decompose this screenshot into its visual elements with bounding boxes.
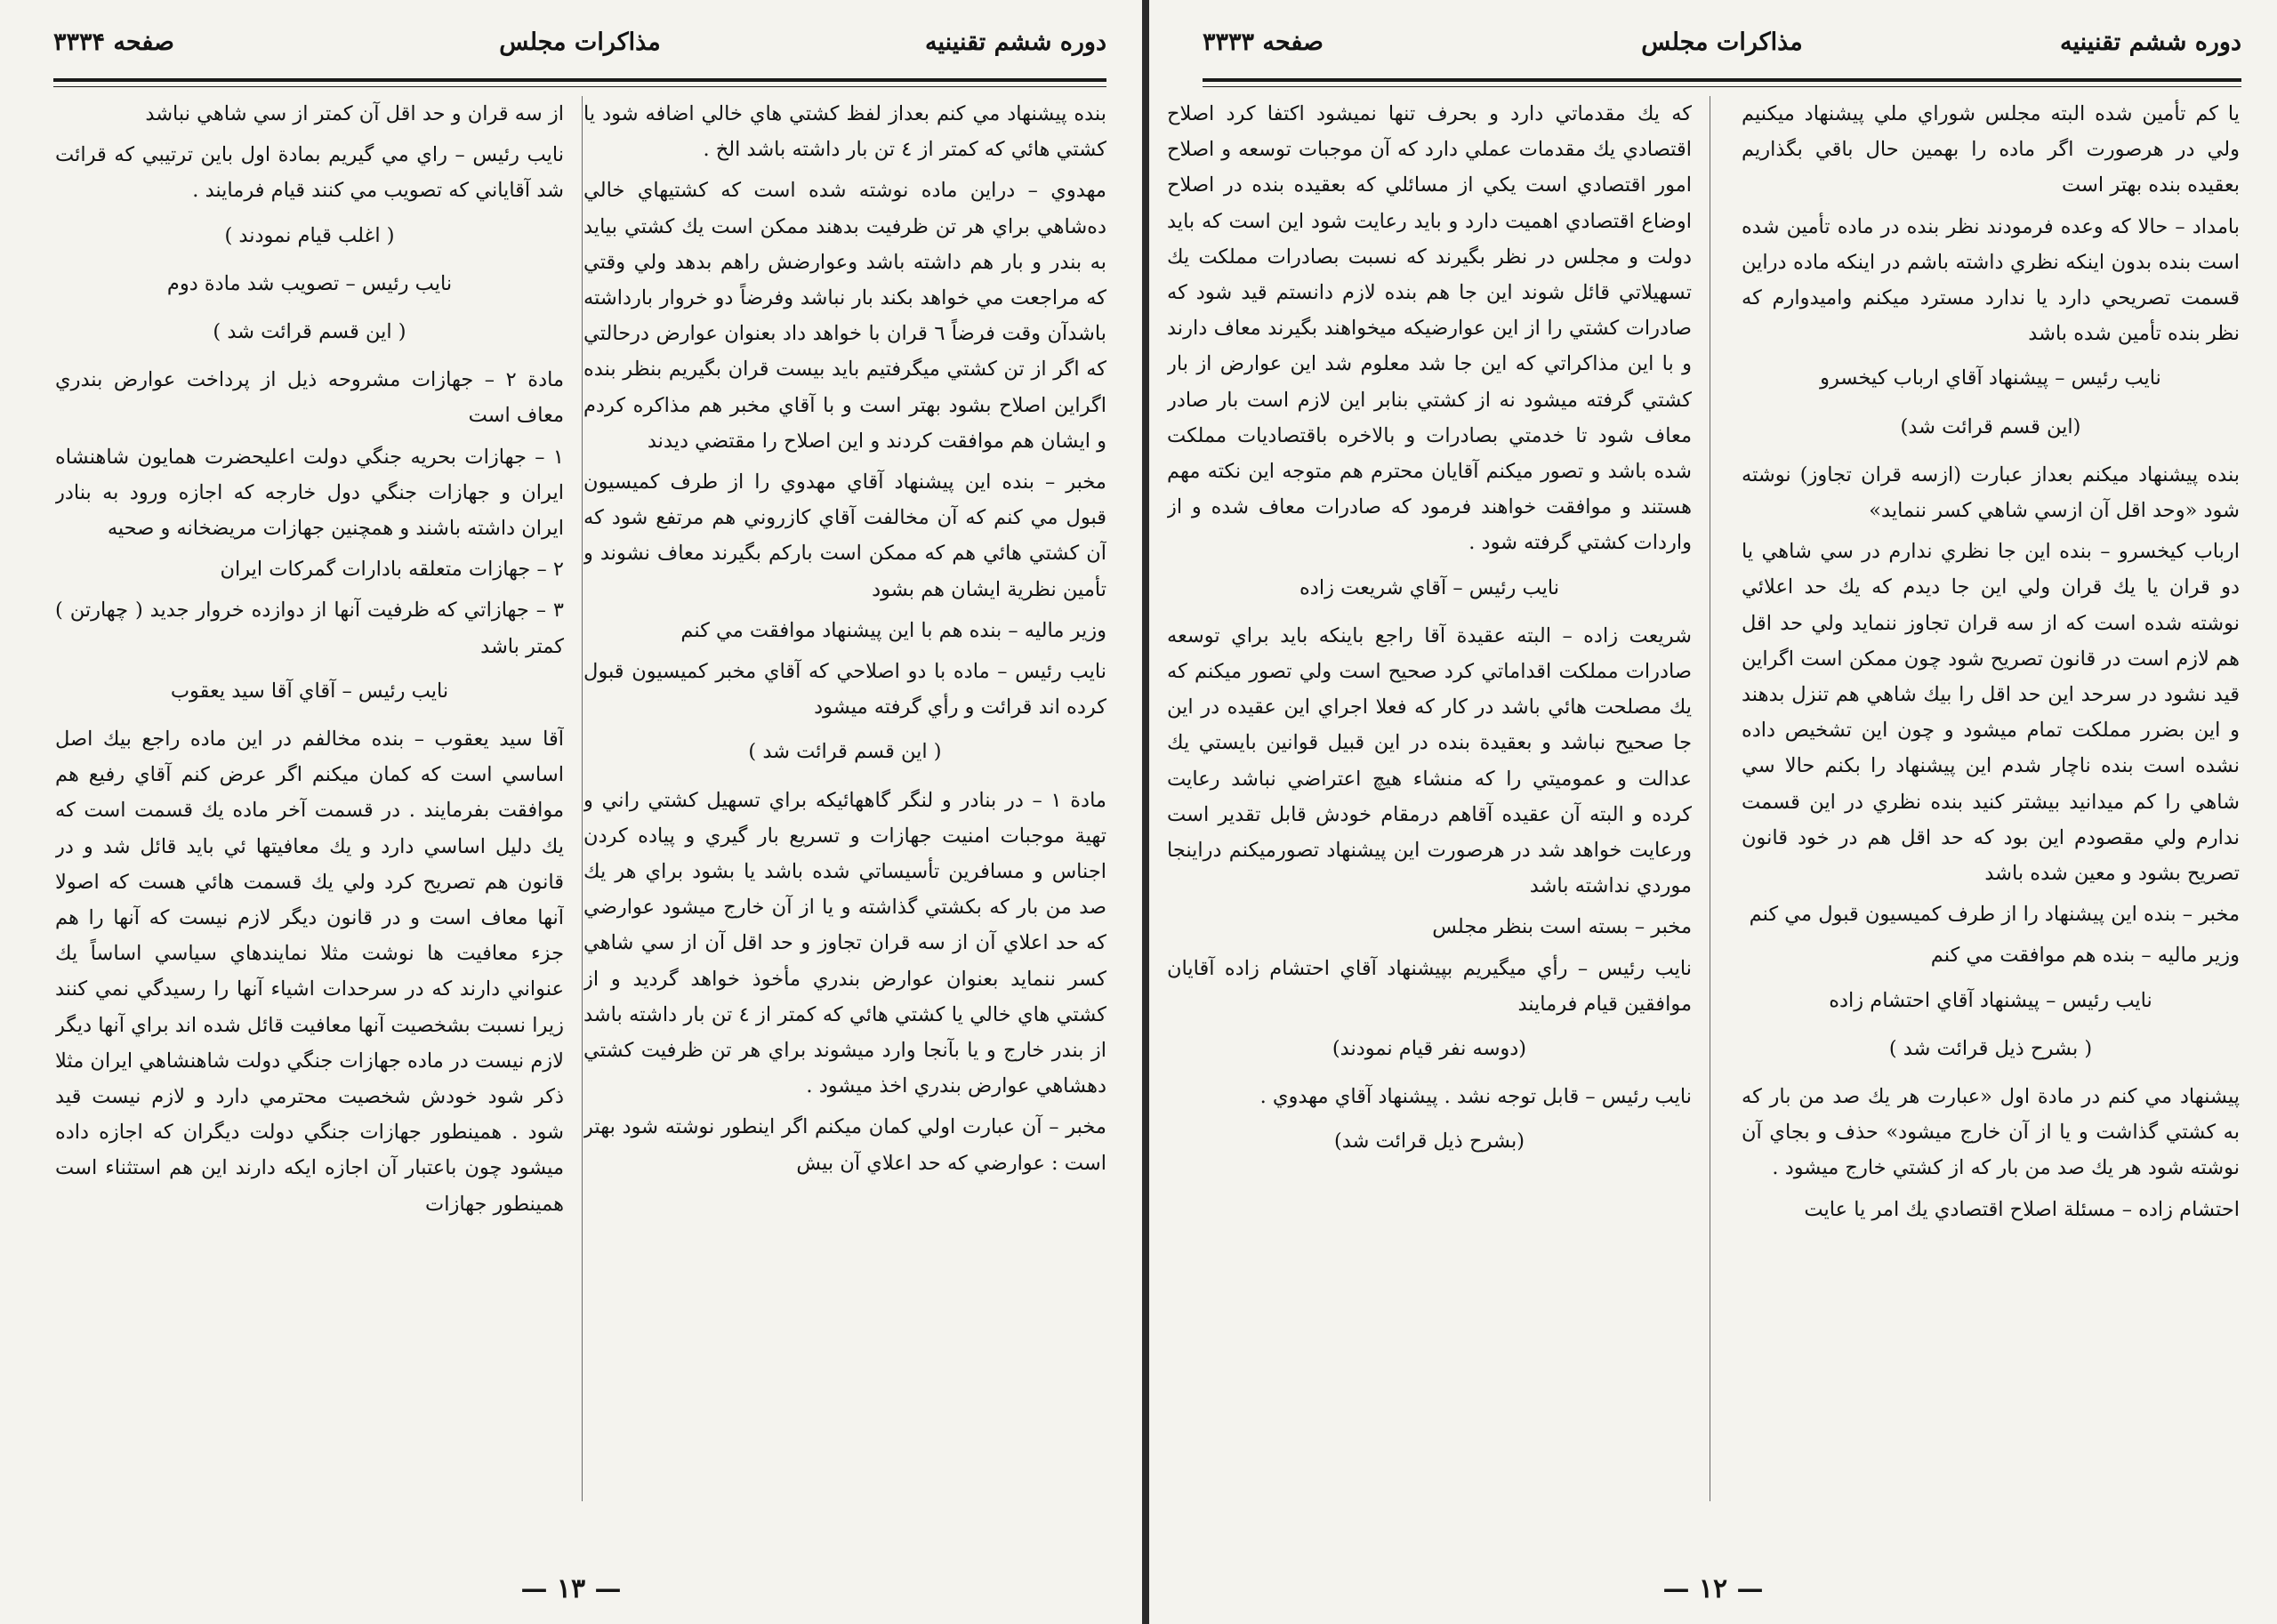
paragraph: مهدوي – دراين ماده نوشته شده است كه كشتيهاي خالي ده‌شاهي براي هر تن ظرفيت بدهند ممكن است يك كشتي بيايد به بندر و بار هم داشته باشد وعوارضش راهم بدهد ولي وقتي كه مراجعت مي خواهد بكند بار نباشد وفرضاً دو خروار بارداشته باشدآن وقت فرضاً ٦ قران با خواهد داد بعنوان عوارض درحالتي كه اگر از تن كشتي ميگرفتيم بايد بيست قران بگيريم بنظر بنده اگراين اصلاح بشود بهتر است و با آقاي مخبر هم مذاكره كردم و ايشان هم موافقت كردند و اين اصلاح را مقتضي ديدند (583, 179, 1106, 453)
speaker-heading: نايب رئيس – آقاي شريعت زاده (1299, 575, 1559, 599)
speaker-heading: ( اين قسم قرائت شد ) (213, 320, 406, 344)
paragraph: بامداد – حالا كه وعده فرمودند نظر بنده در ماده تأمين شده است بنده بدون اينكه نظري داشته باشم در اينكه ماده دراين قسمت تصريحي دارد يا ندارد مسترد ميكنم واميدوارم كه نظر بنده تأمين شده باشد (1742, 214, 2240, 346)
paragraph: ۳ – جهازاتي كه ظرفيت آنها از دوازده خروار جديد ( چهارتن ) كمتر باشد (55, 599, 564, 658)
speaker-heading: نايب رئيس – آقاي آقا سيد يعقوب (170, 679, 449, 703)
paragraph: ۲ – جهازات متعلقه بادارات گمركات ايران (220, 558, 564, 582)
right-page-header (1203, 16, 2241, 78)
paragraph: نايب رئيس – ماده با دو اصلاحي كه آقاي مخبر كميسيون قبول كرده اند قرائت و رأي گرفته ميشود (583, 660, 1106, 720)
paragraph: مخبر – بسته است بنظر مجلس (1432, 915, 1692, 939)
paragraph: بنده پیشنهاد ميكنم بعداز عبارت (ازسه قران تجاوز) نوشته شود «وحد اقل آن ازسي شاهي كسر ننمايد» (1742, 462, 2240, 523)
paragraph: وزير ماليه – بنده هم موافقت مي كنم (1930, 944, 2240, 968)
paragraph: وزير ماليه – بنده هم با اين پیشنهاد موافقت مي كنم (680, 618, 1106, 642)
paragraph: مادة ۱ – در بنادر و لنگر گاههائيكه براي تسهيل كشتي راني و تهية موجبات امنيت جهازات و تسريع بار گيري و پياده كردن اجناس و مسافرين تأسيساتي شده باشد يا بشود براي هر يك صد من بار كه بكشتي گذاشته و يا از آن خارج ميشود عوارضي كه حد اعلاي آن از سه قران تجاوز و حد اقل آن از سي شاهي كسر ننمايد بعنوان عوارض بندري مأخوذ خواهد گرديد و از كشتي هاي خالي يا كشتي هائي كه كمتر از ٤ تن بار داشته باشد از بندر خارج و يا بآنجا وارد ميشوند براي هر تن ظرفيت كشتي دهشاهي عوارض بندري اخذ ميشود . (583, 788, 1106, 1098)
speaker-heading: نايب رئيس – تصويب شد مادة دوم (166, 271, 453, 295)
paragraph: احتشام زاده – مسئلة اصلاح اقتصادي يك امر يا عايت (1804, 1197, 2240, 1221)
paragraph: از سه قران و حد اقل آن كمتر از سي شاهي نباشد (145, 102, 564, 125)
speaker-heading: ( اين قسم قرائت شد ) (748, 740, 942, 764)
paragraph: ۱ – جهازات بحريه جنگي دولت اعليحضرت همايون شاهنشاه ايران و جهازات جنگي دول خارجه كه اجازه ورود به بنادر ايران داشته باشند و همچنين جهازات مريضخانه و صحيه (55, 445, 564, 541)
paragraph: نايب رئيس – رأي ميگيريم بپیشنهاد آقاي احتشام زاده آقايان موافقين قيام فرمايند (1167, 956, 1692, 1016)
speaker-heading: (بشرح ذيل قرائت شد) (1333, 1130, 1525, 1154)
speaker-heading: (دوسه نفر قيام نمودند) (1332, 1037, 1527, 1061)
right-page-right-column (1742, 96, 2240, 1519)
header-rule (1203, 78, 2241, 87)
speaker-heading: نايب رئيس – پیشنهاد آقاي ارباب كيخسرو (1820, 366, 2161, 390)
header-rule (53, 78, 1106, 87)
speaker-heading: ( بشرح ذيل قرائت شد ) (1888, 1036, 2093, 1060)
paragraph: نايب رئيس – راي مي گيريم بمادة اول باين ترتيبي كه قرائت شد آقاياني كه تصويب مي كنند قيام فرمايند . (55, 143, 564, 203)
paragraph: كه يك مقدماتي دارد و بحرف تنها نميشود اكتفا كرد اصلاح اقتصادي يك مقدمات عملي دارد كه آن موجبات توسعه و اصلاح امور اقتصادي است يكي از مسائلي كه بعقيده بنده در اصلاح اوضاع اقتصادي اهميت دارد و بايد رعايت شود اين است كه بايد دولت و مجلس در نظر بگيرند كه نسبت بصادرات مملكت يك تسهيلاتي قائل شوند اين جا هم بنده لازم دانستم قيد شود كه صادرات كشتي را از اين عوارضيكه ميخواهند بگيرند معاف دارند و با اين مذاكراتي كه اين جا شد معلوم شد اين عوارض از بار كشتي گرفته ميشود نه از كشتي بنابر اين لازم است بار صادر معاف شود تا خدمتي بصادرات و بالاخره باقتصاديات مملكت شده باشد و تصور ميكنم آقايان محترم هم متوجه اين نكته مهم هستند و موافقت خواهند فرمود كه صادرات معاف شده و از واردات كشتي گرفته شود . (1167, 102, 1692, 555)
book-gutter (1142, 0, 1149, 1624)
speaker-heading: (اين قسم قرائت شد) (1900, 414, 2081, 438)
session-label: دوره ششم تقنينيه (2060, 28, 2241, 56)
speaker-heading: ( اغلب قيام نمودند ) (224, 223, 395, 247)
paragraph: مخبر – آن عبارت اولي كمان ميكنم اگر اينطور نوشته شود بهتر است : عوارضي كه حد اعلاي آن بيش (583, 1115, 1106, 1175)
left-page-right-column (583, 96, 1106, 1519)
session-label: دوره ششم تقنينيه (925, 28, 1106, 56)
journal-title: مذاكرات مجلس (499, 28, 661, 56)
paragraph: بنده پیشنهاد مي كنم بعداز لفظ كشتي هاي خالي اضافه شود يا كشتي هائي كه كمتر از ٤ تن بار داشته باشد الخ . (583, 102, 1106, 162)
speaker-heading: نايب رئيس – پیشنهاد آقاي احتشام زاده (1829, 988, 2152, 1012)
left-page-left-column (55, 96, 564, 1519)
paragraph: نايب رئيس – قابل توجه نشد . پیشنهاد آقاي مهدوي . (1259, 1085, 1692, 1109)
paragraph: مادة ۲ – جهازات مشروحه ذيل از پرداخت عوارض بندري معاف است (55, 368, 564, 428)
left-page-header (53, 16, 1106, 78)
paragraph: ارباب كيخسرو – بنده اين جا نظري ندارم در سي شاهي يا دو قران يا يك قران ولي اين جا ديدم كه يك حد اعلائي نوشته شده است كه از سه قران تجاوز ننمايد ولي حد اقل هم لازم است در قانون تصريح شود چون ممكن است اگراين قيد نشود در سرحد اين حد اقل را بيك شاهي هم تنزل بدهند و اين بضرر مملكت تمام ميشود و چون اين تشخيص داده نشده است بنده ناچار شدم اين پیشنهاد را بكنم حالا سي شاهي را كم ميدانيد بيشتر كنيد بنده نظري در اين قسمت ندارم ولي مقصودم اين بود كه حد اقل هم در خود قانون تصريح بشود و معين شده باشد (1742, 540, 2240, 886)
paragraph: شريعت زاده – البته عقيدة آقا راجع باينكه بايد براي توسعه صادرات مملكت اقداماتي كرد صحيح است ولي تصور ميكنم كه يك مصلحت هائي باشد در كار كه فعلا اجراي اين عقيده در اين جا صحيح نباشد و بعقيدة بنده در اين قبيل قوانين بايستي يك عدالت و عموميتي را كه منشاء هيچ اعتراضي نباشد رعايت كرده و البته آن عقيده آقاهم درمقام خودش قابل تقدير است ورعايت خواهد شد در هرصورت اين پیشنهاد تصورميكنم دراينجا موردي نداشته باشد (1167, 623, 1692, 898)
paragraph: پیشنهاد مي كنم در مادة اول «عبارت هر يك صد من بار كه به كشتي گذاشت و يا از آن خارج ميشود» حذف و بجاي آن نوشته شود هر يك صد من بار كه از كشتي خارج ميشود . (1742, 1085, 2240, 1180)
paragraph: مخبر – بنده اين پیشنهاد را از طرف كميسيون قبول مي كنم (1749, 903, 2240, 927)
right-page-left-column (1167, 96, 1692, 1519)
right-page (1149, 0, 2277, 1624)
journal-title: مذاكرات مجلس (1641, 28, 1803, 56)
page-number: صفحه ۳۳۳۳ (1203, 28, 1324, 56)
paragraph: مخبر – بنده اين پیشنهاد آقاي مهدوي را از طرف كميسيون قبول مي كنم كه آن مخالفت آقاي كازروني هم مرتفع شود كه آن كشتي هائي هم كه ممكن است باركم بگيرند معاف نشوند و تأمين نظرية ايشان هم بشود (583, 470, 1106, 601)
page-folio: — ۱۲ — (1662, 1573, 1764, 1604)
paragraph: آقا سيد يعقوب – بنده مخالفم در اين ماده راجع بيك اصل اساسي است كه كمان ميكنم اگر عرض كنم آقاي رفيع هم موافقت بفرمايند . در قسمت آخر ماده يك قسمت است كه يك دليل اساسي دارد و يك معافيتها ئي بايد قائل شد و در قانون هم تصريح كرد ولي يك قسمت هائي هست كه اصولا آنها معاف است و در قانون ديگر لازم نيست كه آنها را هم جزء معافيت ها نوشت مثلا نمايندهاي سياسي اساساً يك عنواني دارند كه در سرحدات اشياء آنها را رسيدگي نمي كنند زيرا نسبت بشخصيت آنها معافيت قائل شده اند براي آنها ديگر لازم نيست در ماده جهازات جنگي دولت شاهنشاهي ايران مثلا ذكر شود خودش شخصيت محترمي دارد و لازم نيست قيد شود . همينطور جهازات جنگي دولت ديگران كه اجازه داده ميشود چون باعتبار آن اجازه ايكه دارند اين هم استثناء است همينطور جهازات (55, 728, 564, 1216)
page-number: صفحه ۳۳۳۴ (53, 28, 174, 56)
paragraph: يا كم تأمين شده البته مجلس شوراي ملي پیشنهاد ميكنيم ولي در هرصورت اگر ماده را بهمين حال باقي بگذاريم بعقيده بنده بهتر است (1742, 102, 2240, 197)
page-folio: — ۱۳ — (520, 1573, 622, 1604)
column-divider (582, 96, 583, 1501)
